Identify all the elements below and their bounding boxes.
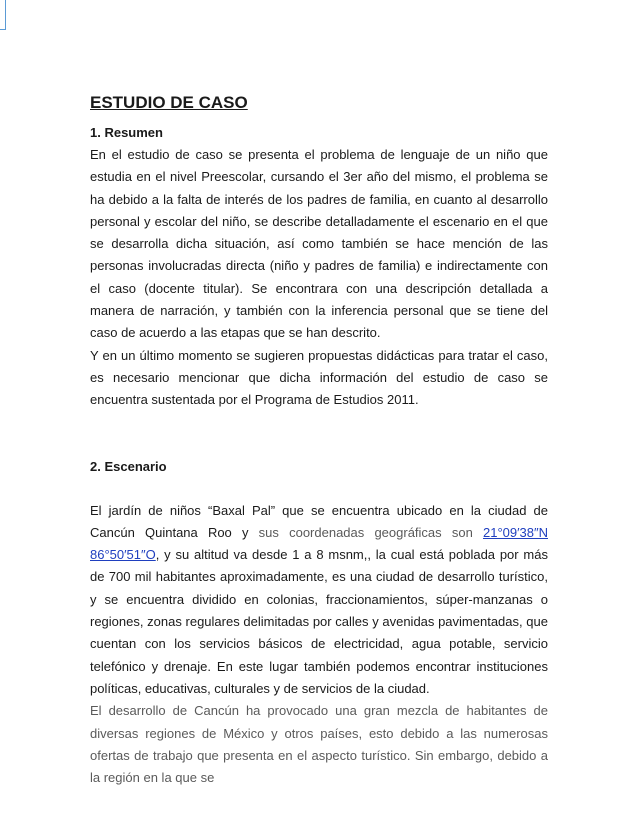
escenario-text-coordinates-label: sus coordenadas geográficas son (258, 524, 483, 540)
escenario-paragraph-2: El desarrollo de Cancún ha provocado una gran mezcla de habitantes de diversas regiones de México y otros países, esto debido a las numerosas ofertas de trabajo que presenta en el aspecto turístico. Sin embargo, debido a la región en la que se (90, 703, 548, 786)
escenario-paragraph-1 (90, 500, 548, 701)
section-spacer (90, 412, 548, 456)
document-body (90, 92, 548, 789)
coordinates-link[interactable]: 21°09′38″N 86°50′51″O (90, 524, 548, 563)
section-heading-resumen: 1. Resumen (90, 125, 163, 140)
escenario-text-rest: , y su altitud va desde 1 a 8 msnm,, la cual está poblada por más de 700 mil habitantes aproximadamente, es una ciudad de desarrollo turístico, y se encuentra dividido en colonias, fraccionamientos, súper-manzanas o regiones, zonas regulares delimitadas por calles y avenidas pavimentadas, que cuentan con los servicios básicos de electricidad, agua potable, servicio telefónico y drenaje. En este lugar también podemos encontrar instituciones políticas, educativas, culturales y de servicios de la ciudad. (90, 547, 548, 696)
escenario-text-start: El jardín de niños “Baxal Pal” que se encuentra ubicado en la ciudad de Cancún Quintana Roo y (90, 502, 548, 540)
resumen-paragraph-1: En el estudio de caso se presenta el problema de lenguaje de un niño que estudia en el nivel Preescolar, cursando el 3er año del mismo, el problema se ha debido a la falta de interés de los padres de familia, en cuanto al desarrollo personal y escolar del niño, se describe detalladamente el escenario en el que se desarrolla dicha situación, así como también se hace mención de las personas involucradas directa (niño y padres de familia) e indirectamente con el caso (docente titular). Se encontrara con una descripción detallada a manera de narración, y también con la inferencia personal que se tiene del caso de acuerdo a las etapas que se han descrito. (90, 147, 548, 341)
section-heading-escenario: 2. Escenario (90, 458, 167, 474)
resumen-paragraph-2: Y en un último momento se sugieren propuestas didácticas para tratar el caso, es necesario mencionar que dicha información del estudio de caso se encuentra sustentada por el Programa de Estudios 2011. (90, 347, 548, 408)
document-title: ESTUDIO DE CASO (90, 93, 248, 112)
page-corner-marker (0, 0, 6, 30)
section-spacer (90, 478, 548, 500)
